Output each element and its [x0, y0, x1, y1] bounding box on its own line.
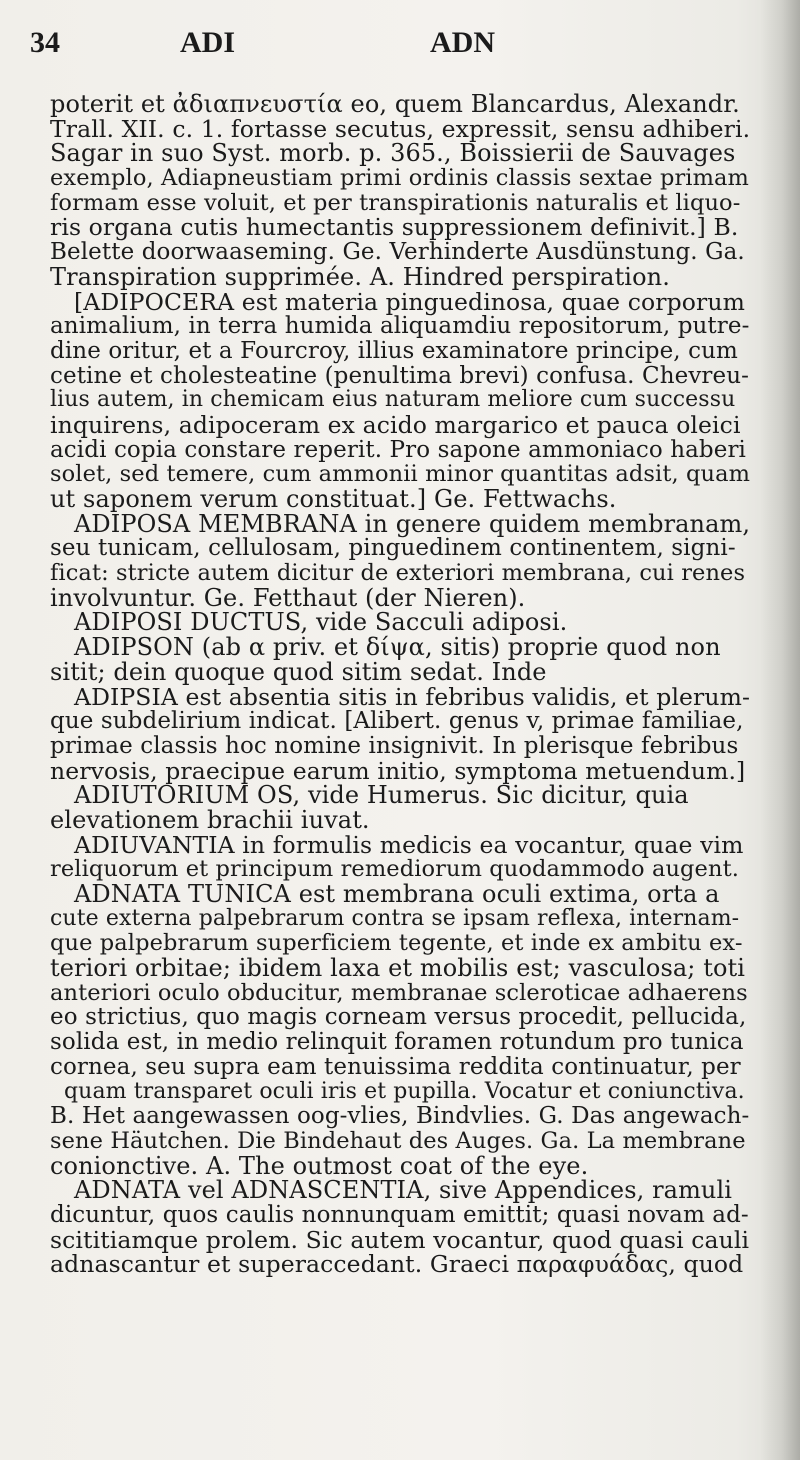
text-line: elevationem brachii iuvat. [50, 805, 370, 834]
text-line: ut saponem verum constituat.] Ge. Fettwachs. [50, 485, 617, 513]
page-edge-shadow [760, 0, 800, 1460]
text-line: reliquorum et principum remediorum quodammodo augent. [50, 856, 739, 883]
text-line: eo strictius, quo magis corneam versus procedit, pellucida, [50, 1004, 747, 1031]
left-guide-word: ADI [180, 26, 236, 59]
entry-heading-line: ADNATA TUNICA est membrana oculi extima, orta a [74, 880, 720, 908]
entry-heading-line: ADIPOSI DUCTUS, vide Sacculi adiposi. [74, 608, 568, 637]
text-line: anteriori oculo obducitur, membranae scleroticae adhaerens [50, 979, 748, 1006]
text-line: sitit; dein quoque quod sitim sedat. Inde [50, 657, 547, 686]
entry-heading-line: ADIUTORIUM OS, vide Humerus. Sic dicitur, quia [74, 781, 689, 810]
text-line: inquirens, adipoceram ex acido margarico et pauca oleici [50, 410, 741, 439]
text-line: teriori orbitae; ibidem laxa et mobilis est; vasculosa; toti [50, 954, 746, 983]
text-line: acidi copia constare reperit. Pro sapone ammoniaco haberi [50, 436, 747, 463]
text-line: Sagar in suo Syst. morb. p. 365., Boissierii de Sauvages [50, 139, 736, 168]
text-line: Transpiration supprimée. A. Hindred perspiration. [50, 262, 670, 291]
text-line: cute externa palpebrarum contra se ipsam reflexa, internam- [50, 905, 740, 931]
text-line: scititiamque prolem. Sic autem vocantur, quod quasi cauli [50, 1225, 750, 1254]
page-number: 34 [30, 26, 60, 59]
text-line: exemplo, Adiapneustiam primi ordinis classis sextae primam [50, 165, 749, 192]
text-line: formam esse voluit, et per transpirationis naturalis et liquo- [50, 189, 741, 216]
entry-heading-line: [ADIPOCERA est materia pinguedinosa, quae corporum [74, 287, 745, 316]
right-guide-word: ADN [430, 26, 495, 59]
entry-heading-line: ADNATA vel ADNASCENTIA, sive Appendices, ramuli [74, 1176, 733, 1205]
text-line: nervosis, praecipue earum initio, symptoma metuendum.] [50, 756, 746, 785]
running-header [30, 26, 750, 66]
text-line: primae classis hoc nomine insignivit. In plerisque febribus [50, 732, 739, 759]
text-line: B. Het aangewassen oog-vlies, Bindvlies. G. Das angewach- [50, 1103, 750, 1130]
text-line: cetine et cholesteatine (penultima brevi) confusa. Chevreu- [50, 362, 749, 389]
entry-heading-line: ADIPOSA MEMBRANA in genere quidem membranam, [74, 509, 751, 538]
text-line: quam transparet oculi iris et pupilla. Vocatur et coniunctiva. [64, 1078, 745, 1104]
text-line: dine oritur, et a Fourcroy, illius examinatore principe, cum [50, 337, 738, 364]
text-line: poterit et ἀδιαπνευστία eo, quem Blancardus, Alexandr. [50, 90, 740, 118]
text-line: sene Häutchen. Die Bindehaut des Auges. Ga. La membrane [50, 1127, 746, 1154]
text-line: adnascantur et superaccedant. Graeci παραφυάδας, quod [50, 1250, 744, 1279]
text-line: ficat: stricte autem dicitur de exteriori membrana, cui renes [50, 560, 746, 587]
text-line: dicuntur, quos caulis nonnunquam emittit; quasi novam ad- [50, 1201, 749, 1228]
text-line: solida est, in medio relinquit foramen rotundum pro tunica [50, 1029, 744, 1056]
entry-heading-line: ADIPSON (ab α priv. et δίψα, sitis) proprie quod non [74, 633, 721, 662]
text-line: cornea, seu supra eam tenuissima reddita continuatur, per [50, 1053, 741, 1080]
text-line: ris organa cutis humectantis suppressionem definivit.] B. [50, 213, 739, 242]
text-line: lius autem, in chemicam eius naturam meliore cum successu [50, 387, 736, 413]
text-line: Trall. XII. c. 1. fortasse secutus, expressit, sensu adhiberi. [50, 114, 751, 143]
text-line: solet, sed temere, cum ammonii minor quantitas adsit, quam [50, 461, 751, 488]
entry-heading-line: ADIUVANTIA in formulis medicis ea vocantur, quae vim [74, 830, 744, 859]
text-line: que palpebrarum superficiem tegente, et inde ex ambitu ex- [50, 930, 743, 957]
entry-heading-line: ADIPSIA est absentia sitis in febribus validis, et plerum- [74, 682, 751, 711]
text-line: seu tunicam, cellulosam, pinguedinem continentem, signi- [50, 535, 736, 562]
text-line: animalium, in terra humida aliquamdiu repositorum, putre- [50, 313, 750, 340]
text-line: conionctive. A. The outmost coat of the eye. [50, 1151, 589, 1180]
text-line: involvuntur. Ge. Fetthaut (der Nieren). [50, 583, 526, 612]
dictionary-text [50, 92, 750, 1277]
text-line: que subdelirium indicat. [Alibert. genus v, primae familiae, [50, 708, 744, 735]
text-line: Belette doorwaaseming. Ge. Verhinderte Ausdünstung. Ga. [50, 239, 745, 266]
